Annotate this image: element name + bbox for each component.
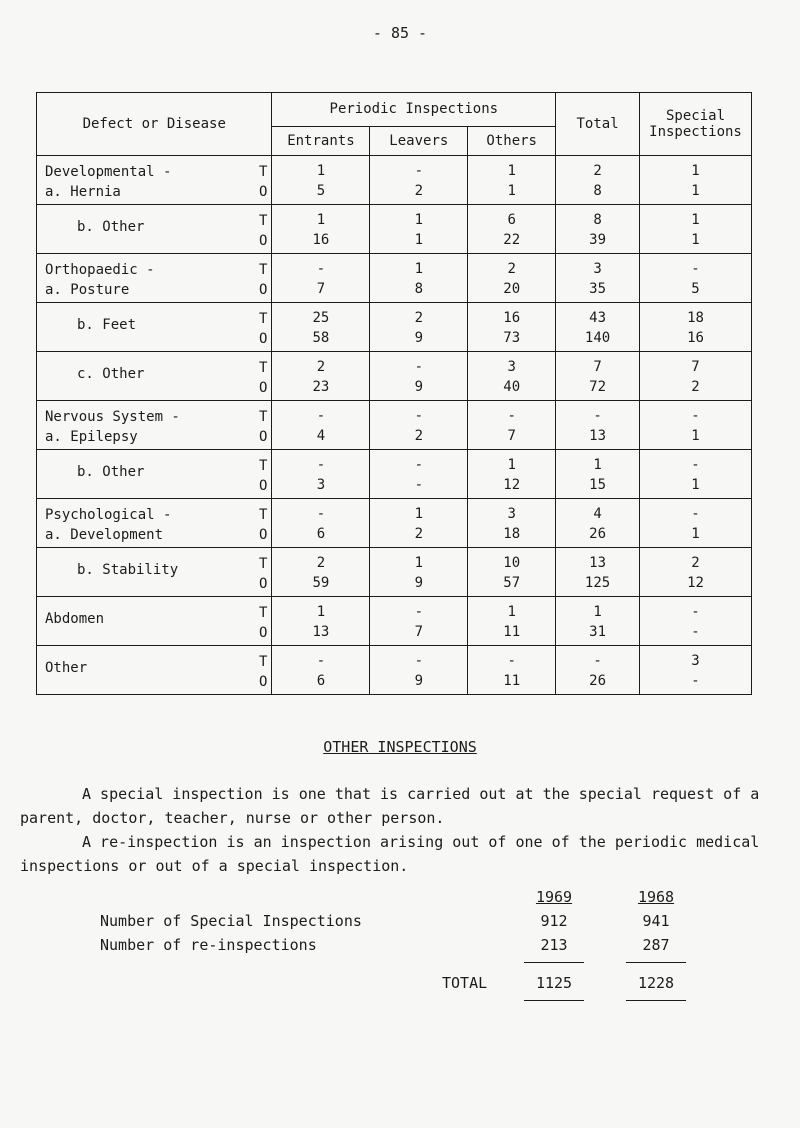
defect-label: Orthopaedic -: [45, 262, 155, 278]
special-o-value: 12: [687, 575, 704, 591]
others-o-value: 73: [503, 330, 521, 346]
special-o-value: 1: [691, 526, 700, 542]
other-inspections-title: OTHER INSPECTIONS: [323, 738, 477, 756]
total-t-value: 2: [593, 163, 602, 179]
entrants-cell: [272, 156, 370, 205]
entrants-cell: [272, 548, 370, 597]
others-cell: [468, 548, 556, 597]
others-cell: [468, 646, 556, 695]
defect-sublabel: a. Development: [45, 527, 164, 543]
leavers-cell: [370, 499, 468, 548]
defect-label: Abdomen: [45, 611, 105, 627]
others-o-value: 57: [503, 575, 521, 591]
defect-cell: [37, 450, 272, 499]
special-cell: [640, 450, 752, 499]
special-o-value: 5: [691, 281, 700, 297]
special-o-value: -: [691, 673, 700, 689]
total-cell: [556, 156, 640, 205]
defect-cell: [37, 401, 272, 450]
table-row: [37, 156, 752, 205]
header-defect: Defect or Disease: [37, 93, 272, 156]
total-double-rule-1968: [626, 1000, 686, 1001]
special-inspection-definition: A special inspection is one that is carried out at the special request of a parent, doctor, teacher, nurse or other person.: [20, 785, 760, 827]
special-o-value: 1: [691, 477, 700, 493]
defect-label: Developmental -: [45, 164, 172, 180]
special-o-value: -: [691, 624, 700, 640]
entrants-o-value: 58: [312, 330, 330, 346]
special-cell: [640, 205, 752, 254]
total-t-value: 43: [589, 310, 606, 326]
table-row: [37, 205, 752, 254]
defect-cell: [37, 254, 272, 303]
special-t-value: 1: [691, 212, 700, 228]
t-marker: T: [259, 311, 268, 327]
o-marker: O: [259, 478, 268, 494]
special-t-value: -: [691, 457, 700, 473]
leavers-cell: [370, 401, 468, 450]
o-marker: O: [259, 380, 268, 396]
leavers-o-value: 2: [414, 526, 424, 542]
leavers-t-value: 1: [414, 506, 424, 522]
special-t-value: 3: [691, 653, 700, 669]
special-cell: [640, 303, 752, 352]
table-row: [37, 352, 752, 401]
special-o-value: 1: [691, 428, 700, 444]
entrants-o-value: 4: [316, 428, 326, 444]
leavers-cell: [370, 156, 468, 205]
others-t-value: 1: [507, 457, 516, 473]
total-cell: [556, 450, 640, 499]
special-t-value: -: [691, 604, 700, 620]
o-marker: O: [259, 282, 268, 298]
total-o-value: 125: [584, 575, 611, 591]
leavers-cell: [370, 548, 468, 597]
total-o-value: 15: [589, 477, 606, 493]
o-marker: O: [259, 625, 268, 641]
leavers-cell: [370, 646, 468, 695]
year-1969: 1969: [535, 888, 573, 906]
entrants-o-value: 3: [316, 477, 326, 493]
table-row: [37, 548, 752, 597]
others-o-value: 11: [503, 624, 521, 640]
t-marker: T: [259, 507, 268, 523]
others-cell: [468, 597, 556, 646]
total-label: TOTAL: [442, 974, 488, 992]
total-o-value: 140: [584, 330, 611, 346]
entrants-t-value: 1: [316, 163, 326, 179]
header-total: Total: [556, 93, 640, 156]
others-cell: [468, 205, 556, 254]
leavers-t-value: -: [414, 457, 424, 473]
special-o-value: 16: [687, 330, 704, 346]
entrants-o-value: 16: [312, 232, 330, 248]
o-marker: O: [259, 674, 268, 690]
others-cell: [468, 254, 556, 303]
total-cell: [556, 303, 640, 352]
leavers-t-value: -: [414, 163, 424, 179]
others-t-value: 16: [503, 310, 521, 326]
total-t-value: 1: [593, 604, 602, 620]
others-o-value: 18: [503, 526, 521, 542]
entrants-t-value: -: [316, 506, 326, 522]
defect-label: c. Other: [77, 366, 145, 382]
leavers-o-value: 2: [414, 183, 424, 199]
total-double-rule-1969: [524, 1000, 584, 1001]
total-cell: [556, 352, 640, 401]
others-cell: [468, 450, 556, 499]
entrants-cell: [272, 401, 370, 450]
leavers-t-value: 1: [414, 261, 424, 277]
leavers-o-value: 2: [414, 428, 424, 444]
total-cell: [556, 548, 640, 597]
total-1968: 1228: [637, 974, 675, 992]
t-marker: T: [259, 360, 268, 376]
page-number: - 85 -: [372, 24, 428, 42]
total-o-value: 35: [589, 281, 606, 297]
leavers-cell: [370, 352, 468, 401]
defect-cell: [37, 646, 272, 695]
header-leavers: Leavers: [370, 126, 468, 155]
total-t-value: 1: [593, 457, 602, 473]
total-o-value: 31: [589, 624, 606, 640]
leavers-t-value: 1: [414, 212, 424, 228]
t-marker: T: [259, 213, 268, 229]
t-marker: T: [259, 164, 268, 180]
o-marker: O: [259, 233, 268, 249]
defect-label: Nervous System -: [45, 409, 180, 425]
entrants-cell: [272, 499, 370, 548]
special-cell: [640, 401, 752, 450]
total-t-value: 3: [593, 261, 602, 277]
re-inspections-label: Number of re-inspections: [100, 936, 317, 954]
special-t-value: 18: [687, 310, 704, 326]
others-o-value: 20: [503, 281, 521, 297]
leavers-cell: [370, 450, 468, 499]
entrants-o-value: 59: [312, 575, 330, 591]
leavers-t-value: -: [414, 653, 424, 669]
others-o-value: 1: [507, 183, 516, 199]
t-marker: T: [259, 409, 268, 425]
defect-cell: [37, 597, 272, 646]
total-o-value: 39: [589, 232, 606, 248]
leavers-cell: [370, 303, 468, 352]
o-marker: O: [259, 184, 268, 200]
others-o-value: 40: [503, 379, 521, 395]
total-o-value: 26: [589, 526, 606, 542]
defect-label: b. Other: [77, 219, 145, 235]
others-o-value: 7: [507, 428, 516, 444]
special-t-value: -: [691, 261, 700, 277]
entrants-t-value: 2: [316, 555, 326, 571]
defect-sublabel: a. Epilepsy: [45, 429, 138, 445]
special-cell: [640, 499, 752, 548]
others-t-value: 3: [507, 506, 516, 522]
entrants-t-value: -: [316, 457, 326, 473]
special-t-value: 7: [691, 359, 700, 375]
special-cell: [640, 597, 752, 646]
entrants-cell: [272, 597, 370, 646]
others-t-value: 2: [507, 261, 516, 277]
leavers-o-value: 9: [414, 575, 424, 591]
others-o-value: 12: [503, 477, 521, 493]
others-cell: [468, 303, 556, 352]
others-cell: [468, 401, 556, 450]
entrants-o-value: 23: [312, 379, 330, 395]
total-t-value: 8: [593, 212, 602, 228]
leavers-o-value: 9: [414, 379, 424, 395]
entrants-cell: [272, 450, 370, 499]
entrants-t-value: -: [316, 408, 326, 424]
special-t-value: 2: [691, 555, 700, 571]
others-t-value: 6: [507, 212, 516, 228]
table-row: [37, 450, 752, 499]
total-rule-1968: [626, 962, 686, 963]
special-o-value: 1: [691, 232, 700, 248]
defect-label: Other: [45, 660, 88, 676]
special-o-value: 1: [691, 183, 700, 199]
special-inspections-1969: 912: [540, 912, 568, 930]
re-inspections-1969: 213: [540, 936, 568, 954]
special-t-value: -: [691, 408, 700, 424]
defect-label: b. Other: [77, 464, 145, 480]
entrants-o-value: 6: [316, 673, 326, 689]
others-o-value: 11: [503, 673, 521, 689]
leavers-t-value: 1: [414, 555, 424, 571]
total-o-value: 72: [589, 379, 606, 395]
leavers-t-value: -: [414, 408, 424, 424]
total-rule-1969: [524, 962, 584, 963]
entrants-t-value: -: [316, 653, 326, 669]
total-t-value: 4: [593, 506, 602, 522]
defect-cell: [37, 548, 272, 597]
leavers-o-value: 7: [414, 624, 424, 640]
total-t-value: 7: [593, 359, 602, 375]
defect-label: Psychological -: [45, 507, 172, 523]
others-t-value: 1: [507, 604, 516, 620]
others-cell: [468, 156, 556, 205]
entrants-cell: [272, 303, 370, 352]
table-row: [37, 499, 752, 548]
special-t-value: 1: [691, 163, 700, 179]
total-1969: 1125: [535, 974, 573, 992]
inspection-stats: [100, 888, 720, 998]
t-marker: T: [259, 458, 268, 474]
entrants-cell: [272, 254, 370, 303]
entrants-t-value: 2: [316, 359, 326, 375]
year-1968: 1968: [637, 888, 675, 906]
entrants-o-value: 5: [316, 183, 326, 199]
total-cell: [556, 646, 640, 695]
table-row: [37, 646, 752, 695]
total-cell: [556, 499, 640, 548]
entrants-t-value: -: [316, 261, 326, 277]
leavers-o-value: -: [414, 477, 424, 493]
entrants-t-value: 1: [316, 604, 326, 620]
header-entrants: Entrants: [272, 126, 370, 155]
o-marker: O: [259, 331, 268, 347]
defect-cell: [37, 303, 272, 352]
table-row: [37, 254, 752, 303]
special-cell: [640, 352, 752, 401]
defect-cell: [37, 205, 272, 254]
table-row: [37, 597, 752, 646]
table-row: [37, 401, 752, 450]
special-inspections-1968: 941: [642, 912, 670, 930]
defect-label: b. Stability: [77, 562, 179, 578]
header-special: Special Inspections: [640, 93, 752, 156]
total-cell: [556, 597, 640, 646]
total-cell: [556, 205, 640, 254]
defect-cell: [37, 499, 272, 548]
total-o-value: 8: [593, 183, 602, 199]
total-cell: [556, 254, 640, 303]
leavers-o-value: 1: [414, 232, 424, 248]
defect-sublabel: a. Hernia: [45, 184, 121, 200]
special-inspections-label: Number of Special Inspections: [100, 912, 362, 930]
entrants-cell: [272, 646, 370, 695]
others-t-value: 10: [503, 555, 521, 571]
defect-cell: [37, 352, 272, 401]
special-cell: [640, 548, 752, 597]
defect-sublabel: a. Posture: [45, 282, 130, 298]
others-t-value: -: [507, 408, 516, 424]
others-o-value: 22: [503, 232, 521, 248]
leavers-cell: [370, 597, 468, 646]
others-cell: [468, 499, 556, 548]
total-t-value: -: [593, 653, 602, 669]
table-row: [37, 303, 752, 352]
o-marker: O: [259, 429, 268, 445]
o-marker: O: [259, 527, 268, 543]
header-others: Others: [468, 126, 556, 155]
re-inspection-definition: A re-inspection is an inspection arising out of one of the periodic medical inspections or out of a special inspection.: [20, 833, 760, 875]
t-marker: T: [259, 556, 268, 572]
leavers-cell: [370, 254, 468, 303]
special-cell: [640, 646, 752, 695]
defect-cell: [37, 156, 272, 205]
entrants-o-value: 13: [312, 624, 330, 640]
leavers-t-value: -: [414, 604, 424, 620]
total-cell: [556, 401, 640, 450]
leavers-cell: [370, 205, 468, 254]
t-marker: T: [259, 605, 268, 621]
special-cell: [640, 254, 752, 303]
header-periodic: Periodic Inspections: [272, 93, 556, 127]
t-marker: T: [259, 262, 268, 278]
others-t-value: 1: [507, 163, 516, 179]
entrants-cell: [272, 205, 370, 254]
leavers-t-value: -: [414, 359, 424, 375]
total-t-value: 13: [589, 555, 606, 571]
others-cell: [468, 352, 556, 401]
entrants-o-value: 7: [316, 281, 326, 297]
total-o-value: 26: [589, 673, 606, 689]
others-t-value: 3: [507, 359, 516, 375]
entrants-t-value: 25: [312, 310, 330, 326]
t-marker: T: [259, 654, 268, 670]
o-marker: O: [259, 576, 268, 592]
leavers-o-value: 8: [414, 281, 424, 297]
re-inspections-1968: 287: [642, 936, 670, 954]
total-o-value: 13: [589, 428, 606, 444]
special-t-value: -: [691, 506, 700, 522]
leavers-o-value: 9: [414, 673, 424, 689]
entrants-t-value: 1: [316, 212, 326, 228]
defect-label: b. Feet: [77, 317, 137, 333]
others-t-value: -: [507, 653, 516, 669]
special-o-value: 2: [691, 379, 700, 395]
total-t-value: -: [593, 408, 602, 424]
special-cell: [640, 156, 752, 205]
entrants-o-value: 6: [316, 526, 326, 542]
leavers-o-value: 9: [414, 330, 424, 346]
inspections-table: [36, 92, 752, 695]
entrants-cell: [272, 352, 370, 401]
leavers-t-value: 2: [414, 310, 424, 326]
